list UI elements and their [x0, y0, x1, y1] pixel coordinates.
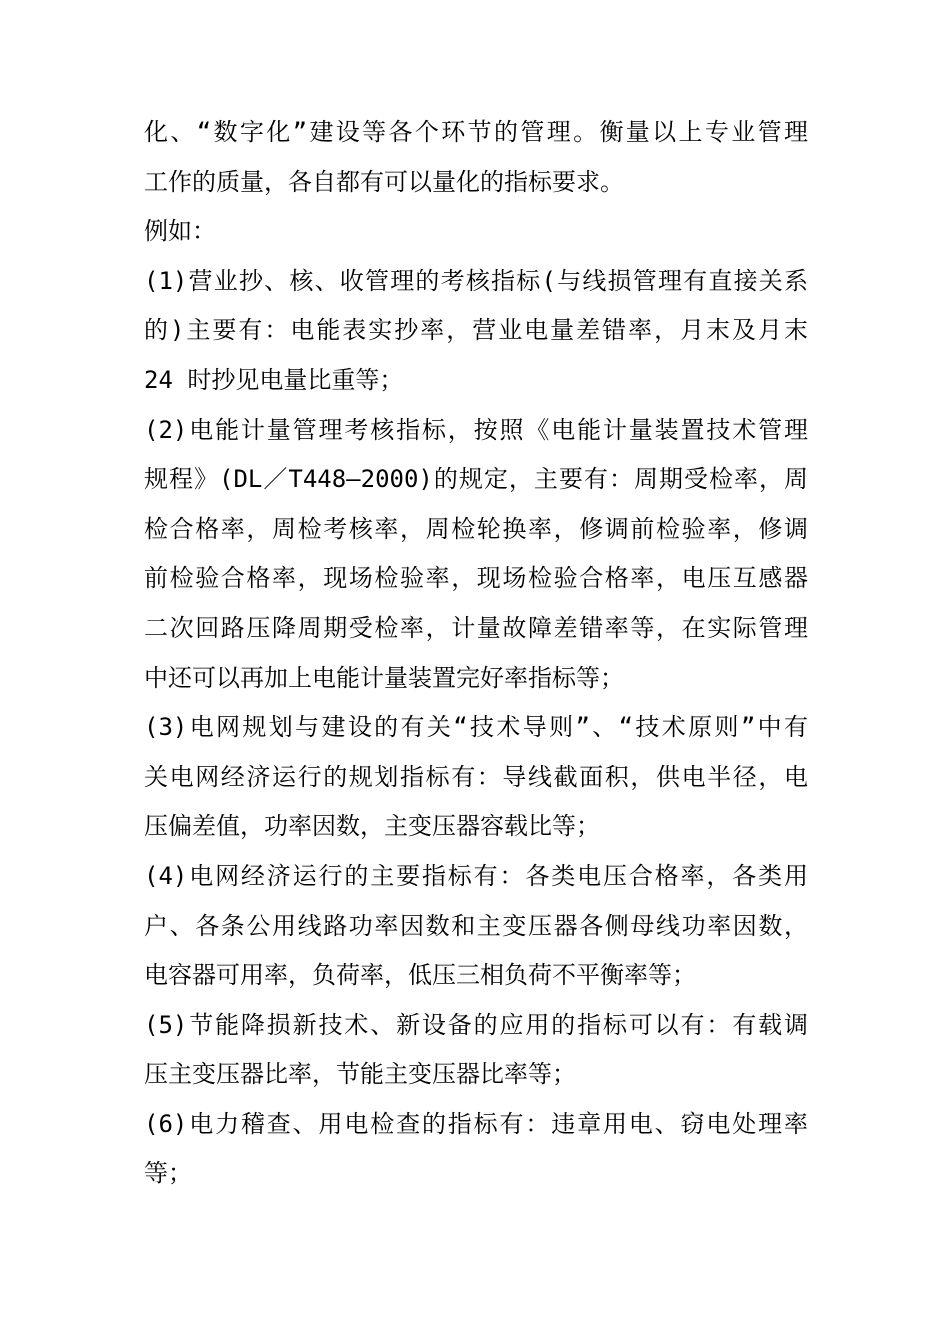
text-line: 化、“数字化”建设等各个环节的管理。衡量以上专业管理 — [144, 118, 808, 146]
text-line: 检合格率，周检考核率，周检轮换率，修调前检验率，修调 — [144, 514, 808, 543]
text-line: 前检验合格率，现场检验率，现场检验合格率，电压互感器 — [144, 564, 808, 593]
text-line: 压主变压器比率，节能主变压器比率等； — [144, 1060, 576, 1089]
text-line: 户、各条公用线路功率因数和主变压器各侧母线功率因数， — [144, 911, 808, 940]
text-line: 等； — [144, 1159, 192, 1188]
text-line: (3)电网规划与建设的有关“技术导则”、“技术原则”中有 — [144, 713, 808, 742]
text-line: 二次回路压降周期受检率，计量故障差错率等，在实际管理 — [144, 613, 808, 642]
text-line: 例如： — [144, 217, 216, 246]
text-line: 压偏差值，功率因数，主变压器容载比等； — [144, 812, 600, 841]
text-line: 工作的质量，各自都有可以量化的指标要求。 — [144, 167, 624, 196]
text-line: 中还可以再加上电能计量装置完好率指标等； — [144, 663, 624, 692]
text-line: 电容器可用率，负荷率，低压三相负荷不平衡率等； — [144, 961, 696, 990]
text-line: 关电网经济运行的规划指标有：导线截面积，供电半径，电 — [144, 762, 808, 791]
text-line: (4)电网经济运行的主要指标有：各类电压合格率，各类用 — [144, 861, 808, 890]
text-line: 规程》(DL／T448—2000)的规定，主要有：周期受检率，周 — [144, 465, 808, 494]
text-line: (6)电力稽查、用电检查的指标有：违章用电、窃电处理率 — [144, 1109, 808, 1138]
text-line: (2)电能计量管理考核指标，按照《电能计量装置技术管理 — [144, 415, 808, 444]
text-line: 24 时抄见电量比重等； — [144, 365, 404, 394]
text-line: 的)主要有：电能表实抄率，营业电量差错率，月末及月末 — [144, 316, 808, 345]
text-line: (1)营业抄、核、收管理的考核指标(与线损管理有直接关系 — [144, 266, 808, 295]
text-line: (5)节能降损新技术、新设备的应用的指标可以有：有载调 — [144, 1010, 808, 1039]
body-text — [144, 108, 808, 1199]
